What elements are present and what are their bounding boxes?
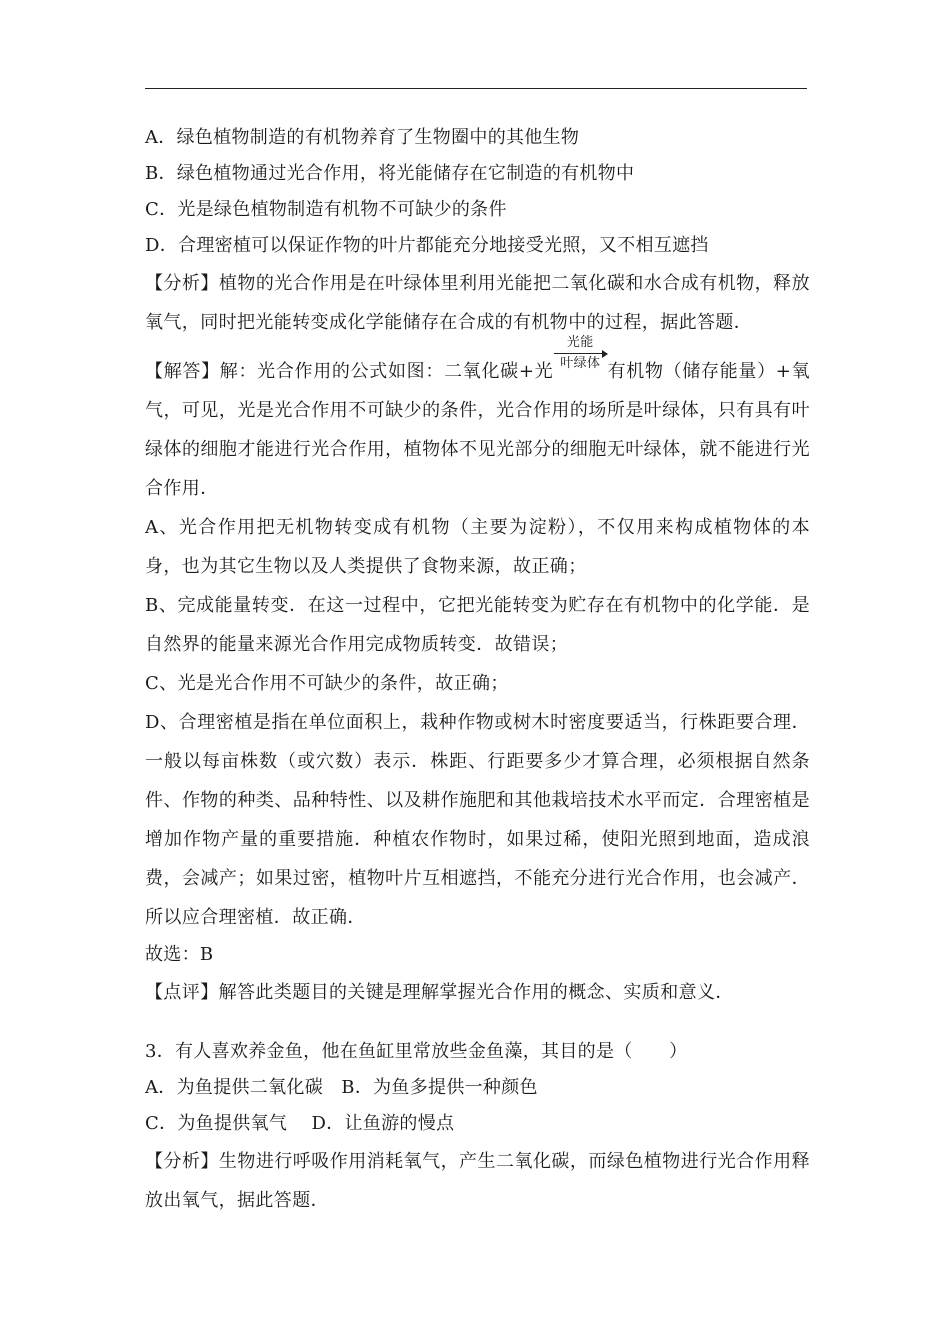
- q2-choice: 故选：B: [145, 944, 214, 965]
- q3-analysis: 【分析】生物进行呼吸作用消耗氧气，产生二氧化碳，而绿色植物进行光合作用释放出氧气，据此答题．: [145, 1151, 810, 1211]
- section-gap: [145, 1012, 810, 1034]
- q2-answer-prefix: 【解答】解：光合作用的公式如图：二氧化碳+光: [145, 361, 554, 382]
- q2-option-c: C．光是绿色植物制造有机物不可缺少的条件: [145, 199, 507, 220]
- q2-explain-a: A、光合作用把无机物转变成有机物（主要为淀粉），不仅用来构成植物体的本身，也为其它生物以及人类提供了食物来源，故正确；: [145, 517, 810, 577]
- header-rule: [145, 88, 807, 89]
- q2-option-a: A．绿色植物制造的有机物养育了生物圈中的其他生物: [145, 127, 580, 148]
- q2-comment: 【点评】解答此类题目的关键是理解掌握光合作用的概念、实质和意义．: [145, 982, 734, 1003]
- q2-analysis: 【分析】植物的光合作用是在叶绿体里利用光能把二氧化碳和水合成有机物，释放氧气，同时把光能转变成化学能储存在合成的有机物中的过程，据此答题．: [145, 273, 810, 333]
- q2-explain-d: D、合理密植是指在单位面积上，栽种作物或树木时密度要适当，行株距要合理．一般以每亩株数（或穴数）表示．株距、行距要多少才算合理，必须根据自然条件、作物的种类、品种特性、以及耕作施肥和其他栽培技术水平而定．合理密植是增加作物产量的重要措施．种植农作物时，如果过稀，使阳光照到地面，造成浪费，会减产；如果过密，植物叶片互相遮挡，不能充分进行光合作用，也会减产．所以应合理密植．故正确．: [145, 712, 810, 928]
- formula-condition-bottom: 叶绿体: [560, 356, 601, 371]
- q2-option-d: D．合理密植可以保证作物的叶片都能充分地接受光照，又不相互遮挡: [145, 235, 709, 256]
- arrow-icon: [554, 353, 606, 354]
- q2-option-b: B．绿色植物通过光合作用，将光能储存在它制造的有机物中: [145, 163, 635, 184]
- q2-explain-b: B、完成能量转变．在这一过程中，它把光能转变为贮存在有机物中的化学能．是自然界的能量来源光合作用完成物质转变．故错误；: [145, 595, 810, 655]
- document-body: [145, 120, 810, 1220]
- q3-options-row2: C．为鱼提供氧气 D．让鱼游的慢点: [145, 1113, 455, 1134]
- q2-answer-rest: 有机物（储存能量）+氧气，可见，光是光合作用不可缺少的条件，光合作用的场所是叶绿体，只有具有叶绿体的细胞才能进行光合作用，植物体不见光部分的细胞无叶绿体，就不能进行光合作用．: [145, 361, 810, 499]
- q3-options-row1: A．为鱼提供二氧化碳 B．为鱼多提供一种颜色: [145, 1077, 538, 1098]
- q2-answer: [145, 335, 810, 508]
- formula-condition-top: 光能: [566, 335, 594, 350]
- q2-explain-c: C、光是光合作用不可缺少的条件，故正确；: [145, 673, 509, 694]
- q3-stem: 3．有人喜欢养金鱼，他在鱼缸里常放些金鱼藻，其目的是（ ）: [145, 1041, 688, 1062]
- photosynthesis-formula-arrow: [554, 335, 606, 378]
